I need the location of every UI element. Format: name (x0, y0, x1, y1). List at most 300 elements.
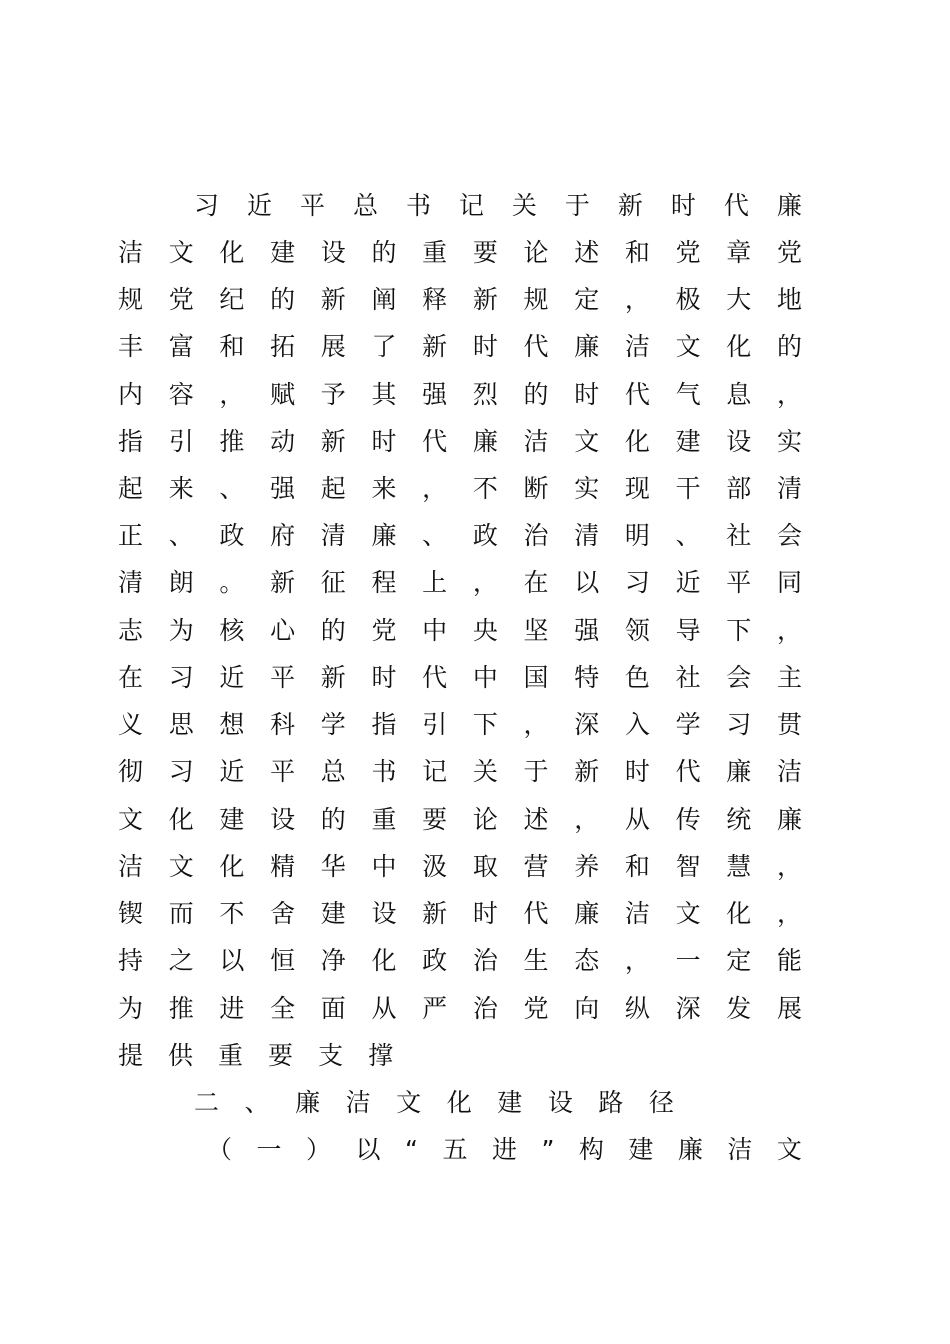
text-char: 近 (219, 757, 245, 786)
text-char: 重 (422, 238, 448, 267)
text-char: 为 (118, 994, 144, 1023)
text-char: 设 (270, 805, 296, 834)
text-char: 新 (574, 757, 600, 786)
text-char: 纪 (219, 285, 245, 314)
text-char: 入 (624, 710, 650, 739)
text-char: 推 (219, 427, 245, 456)
text-char: 党 (523, 994, 549, 1023)
text-char: 社 (675, 663, 701, 692)
text-char: 定 (726, 946, 752, 975)
text-char: 养 (574, 852, 600, 881)
text-char: 新 (320, 427, 346, 456)
text-char: 社 (726, 521, 752, 550)
text-char: 彻 (118, 757, 144, 786)
text-char: 建 (320, 899, 346, 928)
text-char: 化 (726, 332, 752, 361)
text-char: 营 (523, 852, 549, 881)
text-char: 的 (523, 380, 549, 409)
text-char: 净 (320, 946, 346, 975)
text-char: 习 (168, 757, 194, 786)
text-char: ， (574, 805, 600, 834)
text-char: 指 (371, 710, 397, 739)
text-char: 党 (371, 616, 397, 645)
text-char: 廉 (574, 332, 600, 361)
text-char: 新 (617, 191, 643, 220)
text-char: 阐 (371, 285, 397, 314)
text-char: 、 (244, 1088, 270, 1117)
text-char: 代 (723, 191, 749, 220)
text-char: 展 (776, 994, 802, 1023)
paragraph-line (118, 611, 802, 651)
text-char: 心 (270, 616, 296, 645)
paragraph-line (118, 563, 802, 603)
text-char: 动 (270, 427, 296, 456)
text-char: 地 (776, 285, 802, 314)
text-char: 央 (472, 616, 498, 645)
text-char: 论 (472, 805, 498, 834)
text-char: 洁 (523, 427, 549, 456)
text-char: 清 (574, 521, 600, 550)
text-char: 治 (523, 521, 549, 550)
text-char: 进 (219, 994, 245, 1023)
text-char: 思 (168, 710, 194, 739)
text-char: 和 (624, 238, 650, 267)
text-char: 展 (320, 332, 346, 361)
text-char: 时 (574, 380, 600, 409)
text-char: 要 (268, 1041, 294, 1070)
text-char: 会 (776, 521, 802, 550)
text-char: 文 (574, 427, 600, 456)
text-char: 总 (320, 757, 346, 786)
text-char: 提 (118, 1041, 144, 1070)
text-char: 锲 (118, 899, 144, 928)
text-char: 政 (219, 521, 245, 550)
paragraph-line (118, 800, 802, 840)
text-char: 会 (726, 663, 752, 692)
text-char: 代 (422, 427, 448, 456)
text-char: 习 (624, 568, 650, 597)
text-char: 发 (726, 994, 752, 1023)
text-char: 平 (270, 663, 296, 692)
text-char: 上 (422, 568, 448, 597)
text-char: 释 (422, 285, 448, 314)
text-char: 路 (598, 1088, 624, 1117)
paragraph-line (118, 941, 802, 981)
text-char: ， (776, 616, 802, 645)
text-char: 干 (675, 474, 701, 503)
text-char: 化 (168, 805, 194, 834)
text-char: 构 (578, 1135, 604, 1164)
section-heading (194, 1083, 674, 1123)
text-char: 廉 (574, 899, 600, 928)
text-char: 起 (118, 474, 144, 503)
text-char: 学 (320, 710, 346, 739)
text-char: 建 (270, 238, 296, 267)
text-char: ” (541, 1135, 555, 1164)
text-char: 洁 (345, 1088, 371, 1117)
paragraph-line (118, 422, 802, 462)
paragraph-line (118, 894, 802, 934)
text-char: 习 (168, 663, 194, 692)
text-char: 征 (320, 568, 346, 597)
text-char: 设 (371, 899, 397, 928)
paragraph-line (194, 186, 802, 226)
text-char: 坚 (523, 616, 549, 645)
text-char: 科 (270, 710, 296, 739)
text-char: 时 (371, 427, 397, 456)
text-char: 程 (371, 568, 397, 597)
text-char: 息 (726, 380, 752, 409)
paragraph-line (118, 705, 802, 745)
text-char: ， (523, 710, 549, 739)
text-char: 全 (270, 994, 296, 1023)
text-char: 的 (270, 285, 296, 314)
text-char: 廉 (726, 757, 752, 786)
text-char: 在 (118, 663, 144, 692)
text-char: 进 (491, 1135, 517, 1164)
text-char: 烈 (472, 380, 498, 409)
text-char: 政 (422, 946, 448, 975)
text-char: 廉 (776, 191, 802, 220)
text-char: ， (776, 852, 802, 881)
text-char: ， (219, 380, 245, 409)
text-char: 的 (371, 238, 397, 267)
text-char: 新 (320, 663, 346, 692)
text-char: 书 (405, 191, 431, 220)
text-char: 从 (624, 805, 650, 834)
text-char: 规 (523, 285, 549, 314)
text-char: 引 (168, 427, 194, 456)
paragraph-line (118, 375, 802, 415)
text-char: 治 (472, 946, 498, 975)
text-char: 精 (270, 852, 296, 881)
text-char: 记 (422, 757, 448, 786)
text-char: 内 (118, 380, 144, 409)
text-char: 为 (168, 616, 194, 645)
paragraph-line (118, 280, 802, 320)
text-char: 赋 (270, 380, 296, 409)
text-char: ， (776, 899, 802, 928)
text-char: 态 (574, 946, 600, 975)
text-char: 党 (776, 238, 802, 267)
text-char: 从 (371, 994, 397, 1023)
text-char: 重 (218, 1041, 244, 1070)
text-char: 文 (118, 805, 144, 834)
paragraph-line (118, 233, 802, 273)
text-char: 近 (246, 191, 272, 220)
text-char: 记 (458, 191, 484, 220)
text-char: 化 (726, 899, 752, 928)
text-char: 生 (523, 946, 549, 975)
paragraph-line-last (118, 1036, 802, 1076)
text-char: 新 (422, 332, 448, 361)
text-char: 。 (219, 568, 245, 597)
text-char: 化 (219, 238, 245, 267)
text-char: 党 (675, 238, 701, 267)
text-char: 代 (523, 899, 549, 928)
text-char: 洁 (118, 852, 144, 881)
text-char: 中 (371, 852, 397, 881)
text-char: 二 (194, 1088, 220, 1117)
text-char: 严 (422, 994, 448, 1023)
text-char: 新 (422, 899, 448, 928)
text-char: 廉 (371, 521, 397, 550)
text-char: ， (472, 568, 498, 597)
paragraph-line (118, 469, 802, 509)
text-char: 文 (396, 1088, 422, 1117)
text-char: 富 (168, 332, 194, 361)
text-char: 的 (320, 616, 346, 645)
text-char: 其 (371, 380, 397, 409)
text-char: 大 (726, 285, 752, 314)
text-char: 下 (472, 710, 498, 739)
text-char: 平 (726, 568, 752, 597)
text-char: 要 (422, 805, 448, 834)
text-char: 化 (624, 427, 650, 456)
text-char: 重 (371, 805, 397, 834)
text-char: 撑 (368, 1041, 394, 1070)
text-char: 来 (168, 474, 194, 503)
text-char: 文 (168, 852, 194, 881)
text-char: 一 (256, 1135, 282, 1164)
text-char: 五 (442, 1135, 468, 1164)
text-char: 洁 (624, 899, 650, 928)
text-char: 设 (547, 1088, 573, 1117)
text-char: 起 (320, 474, 346, 503)
text-char: 想 (219, 710, 245, 739)
text-char: 中 (422, 616, 448, 645)
text-char: 径 (648, 1088, 674, 1117)
text-char: 引 (422, 710, 448, 739)
text-char: ， (776, 380, 802, 409)
paragraph-line (118, 989, 802, 1029)
text-char: 主 (776, 663, 802, 692)
text-char: 化 (371, 946, 397, 975)
text-char: 强 (270, 474, 296, 503)
text-char: 断 (523, 474, 549, 503)
text-char: 正 (118, 521, 144, 550)
text-char: （ (207, 1135, 233, 1164)
text-char: “ (405, 1135, 418, 1164)
text-char: 导 (675, 616, 701, 645)
text-char: 洁 (118, 238, 144, 267)
text-char: 现 (624, 474, 650, 503)
text-char: 建 (497, 1088, 523, 1117)
text-char: 关 (472, 757, 498, 786)
text-char: 极 (675, 285, 701, 314)
text-char: 华 (320, 852, 346, 881)
text-char: 面 (320, 994, 346, 1023)
text-char: 党 (168, 285, 194, 314)
text-char: 政 (472, 521, 498, 550)
text-char: 深 (675, 994, 701, 1023)
text-char: 学 (675, 710, 701, 739)
text-char: 下 (726, 616, 752, 645)
text-char: 支 (318, 1041, 344, 1070)
text-char: 领 (624, 616, 650, 645)
text-char: 、 (168, 521, 194, 550)
text-char: 于 (564, 191, 590, 220)
text-char: 舍 (270, 899, 296, 928)
text-char: 代 (624, 380, 650, 409)
text-char: 义 (118, 710, 144, 739)
text-char: 的 (776, 332, 802, 361)
text-char: 建 (628, 1135, 654, 1164)
text-char: 明 (624, 521, 650, 550)
text-char: 贯 (776, 710, 802, 739)
text-char: 特 (574, 663, 600, 692)
text-char: 平 (299, 191, 325, 220)
text-char: 志 (118, 616, 144, 645)
text-char: 核 (219, 616, 245, 645)
text-char: 廉 (295, 1088, 321, 1117)
text-char: 以 (219, 946, 245, 975)
text-char: 能 (776, 946, 802, 975)
text-char: 汲 (422, 852, 448, 881)
text-char: 建 (219, 805, 245, 834)
text-char: 时 (472, 899, 498, 928)
text-char: 习 (194, 191, 220, 220)
text-char: 予 (320, 380, 346, 409)
text-char: 拓 (270, 332, 296, 361)
text-char: 洁 (776, 757, 802, 786)
text-char: 洁 (624, 332, 650, 361)
text-char: 指 (118, 427, 144, 456)
text-char: 习 (726, 710, 752, 739)
text-char: 代 (675, 757, 701, 786)
text-char: 廉 (776, 805, 802, 834)
text-char: 中 (472, 663, 498, 692)
text-char: 一 (675, 946, 701, 975)
text-char: 不 (219, 899, 245, 928)
text-char: 新 (320, 285, 346, 314)
text-char: 来 (371, 474, 397, 503)
text-char: 府 (270, 521, 296, 550)
text-char: 国 (523, 663, 549, 692)
text-char: 的 (320, 805, 346, 834)
text-char: 朗 (168, 568, 194, 597)
text-char: 时 (371, 663, 397, 692)
text-char: 文 (168, 238, 194, 267)
text-char: 廉 (472, 427, 498, 456)
text-char: ） (306, 1135, 332, 1164)
text-char: 述 (574, 238, 600, 267)
subsection-heading (207, 1130, 802, 1170)
text-char: 于 (523, 757, 549, 786)
text-char: 了 (371, 332, 397, 361)
text-char: 深 (574, 710, 600, 739)
text-char: 代 (422, 663, 448, 692)
text-char: 实 (776, 427, 802, 456)
text-char: 以 (355, 1135, 381, 1164)
text-char: 洁 (727, 1135, 753, 1164)
text-char: 强 (574, 616, 600, 645)
paragraph-line (118, 752, 802, 792)
text-char: 纵 (624, 994, 650, 1023)
text-char: 和 (624, 852, 650, 881)
text-char: 建 (675, 427, 701, 456)
text-char: 气 (675, 380, 701, 409)
text-char: 以 (574, 568, 600, 597)
text-char: 丰 (118, 332, 144, 361)
text-char: 部 (726, 474, 752, 503)
text-char: ， (422, 474, 448, 503)
text-char: ， (624, 946, 650, 975)
text-char: 要 (472, 238, 498, 267)
text-char: 平 (270, 757, 296, 786)
text-char: 时 (472, 332, 498, 361)
text-char: 清 (320, 521, 346, 550)
text-char: 定 (574, 285, 600, 314)
text-char: 文 (675, 332, 701, 361)
text-char: 同 (776, 568, 802, 597)
text-char: 化 (446, 1088, 472, 1117)
text-char: 述 (523, 805, 549, 834)
text-char: 而 (168, 899, 194, 928)
text-char: 关 (511, 191, 537, 220)
text-char: 清 (118, 568, 144, 597)
text-char: 文 (675, 899, 701, 928)
text-char: 和 (219, 332, 245, 361)
text-char: 、 (422, 521, 448, 550)
text-char: 设 (320, 238, 346, 267)
text-char: 取 (472, 852, 498, 881)
paragraph-line (118, 658, 802, 698)
text-char: 时 (624, 757, 650, 786)
text-char: 色 (624, 663, 650, 692)
text-char: 文 (776, 1135, 802, 1164)
text-char: 之 (168, 946, 194, 975)
text-char: 慧 (726, 852, 752, 881)
text-char: 传 (675, 805, 701, 834)
text-char: 论 (523, 238, 549, 267)
text-char: 章 (726, 238, 752, 267)
text-char: 不 (472, 474, 498, 503)
paragraph-line (118, 516, 802, 556)
text-char: 设 (726, 427, 752, 456)
text-char: 恒 (270, 946, 296, 975)
text-char: 近 (219, 663, 245, 692)
text-char: 时 (670, 191, 696, 220)
text-char: 总 (352, 191, 378, 220)
paragraph-line (118, 847, 802, 887)
text-char: 书 (371, 757, 397, 786)
text-char: 规 (118, 285, 144, 314)
text-char: 、 (219, 474, 245, 503)
text-char: 强 (422, 380, 448, 409)
paragraph-line (118, 327, 802, 367)
text-char: 新 (270, 568, 296, 597)
text-char: 推 (168, 994, 194, 1023)
text-char: 治 (472, 994, 498, 1023)
text-char: 近 (675, 568, 701, 597)
text-char: 、 (675, 521, 701, 550)
text-char: 廉 (677, 1135, 703, 1164)
text-char: 统 (726, 805, 752, 834)
text-char: 代 (523, 332, 549, 361)
text-char: 智 (675, 852, 701, 881)
text-char: 容 (168, 380, 194, 409)
text-char: 新 (472, 285, 498, 314)
text-char: ， (624, 285, 650, 314)
text-char: 供 (168, 1041, 194, 1070)
text-char: 清 (776, 474, 802, 503)
text-char: 在 (523, 568, 549, 597)
text-char: 化 (219, 852, 245, 881)
text-char: 持 (118, 946, 144, 975)
text-char: 实 (574, 474, 600, 503)
text-char: 向 (574, 994, 600, 1023)
